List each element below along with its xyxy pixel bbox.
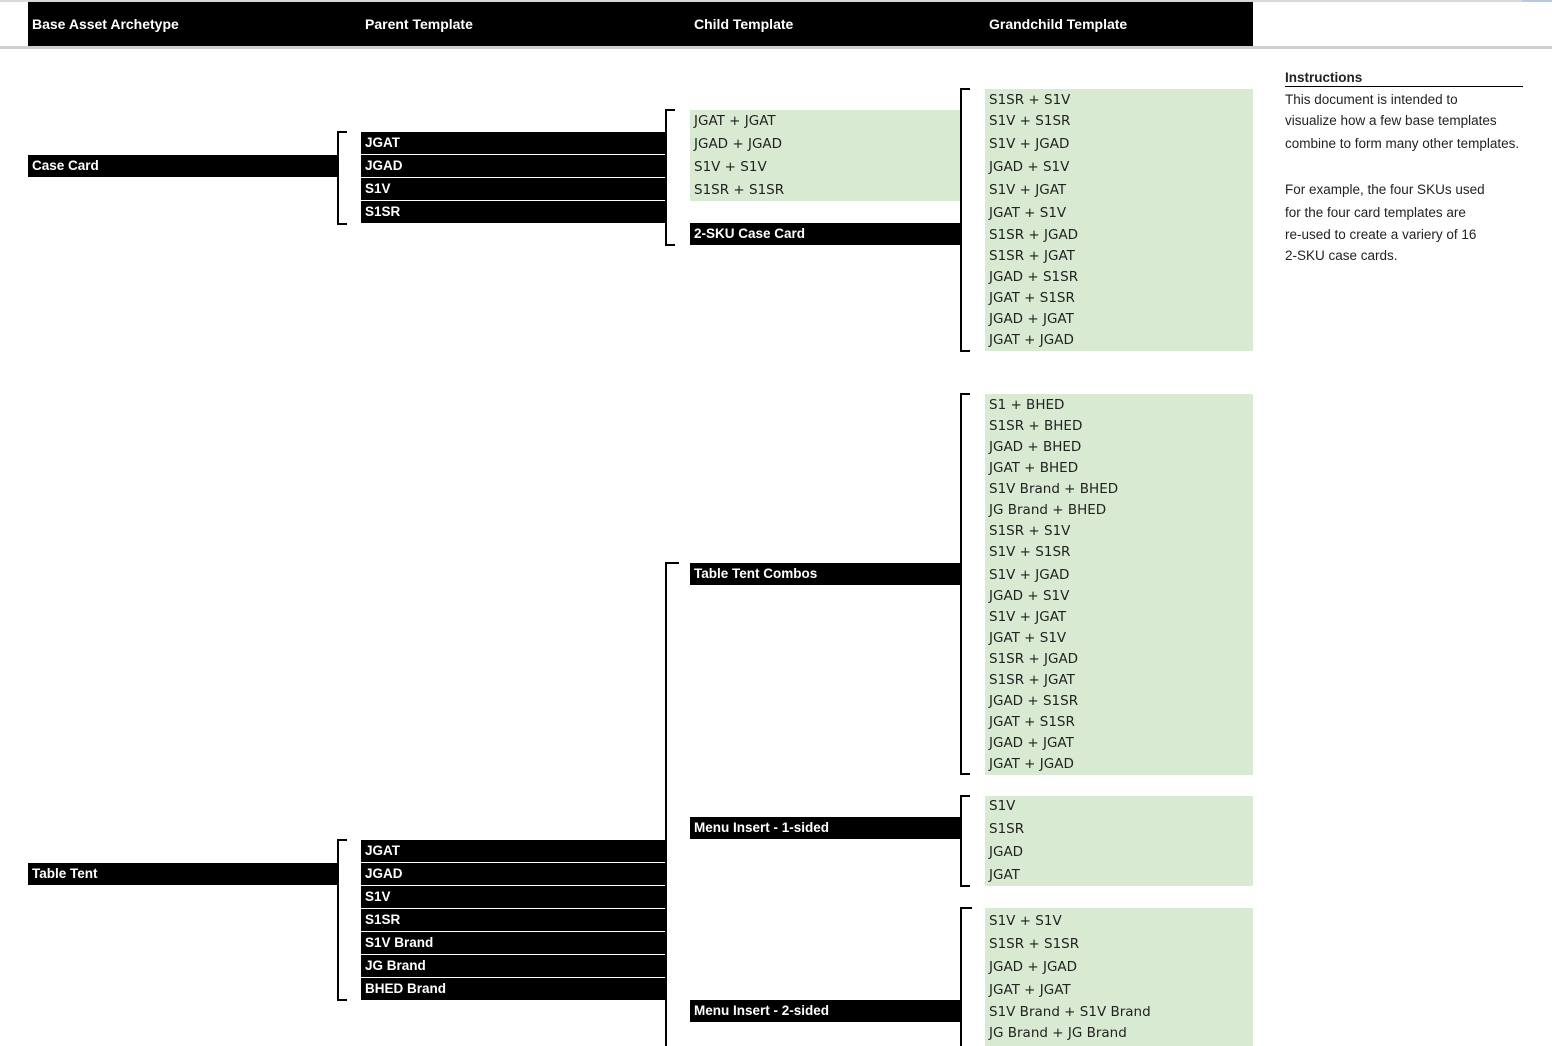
- table-tent-combo: S1V + S1SR: [989, 544, 1071, 560]
- instructions-line: 2-SKU case cards.: [1285, 248, 1398, 263]
- table-tent-child-connector-top: [665, 562, 679, 564]
- menu-insert-2-sided-item: S1SR + S1SR: [989, 936, 1080, 952]
- table-tent-combo: JGAD + S1SR: [989, 693, 1079, 709]
- instructions-line: visualize how a few base templates: [1285, 113, 1497, 128]
- case-card-child-combo: JGAD + JGAD: [694, 136, 783, 152]
- case-card-grandchild: S1V + JGAT: [989, 182, 1067, 198]
- case-card-child-combo: JGAT + JGAT: [694, 113, 776, 129]
- case-card-child-combo: S1SR + S1SR: [694, 182, 785, 198]
- table-tent-combo: S1SR + BHED: [989, 418, 1083, 434]
- menu-insert-2-sided-item: S1V + S1V: [989, 913, 1062, 929]
- instructions-line: This document is intended to: [1285, 92, 1458, 107]
- case-card-grandchild: S1SR + JGAT: [989, 248, 1075, 264]
- table-tent-combo: JGAT + S1SR: [989, 714, 1075, 730]
- table-tent-combo: S1V Brand + BHED: [989, 481, 1119, 497]
- case-card-grandchild: JGAT + JGAD: [989, 332, 1074, 348]
- menu-insert-2-sided-item: S1V Brand + S1V Brand: [989, 1004, 1151, 1020]
- menu-insert-1-sided-box: [985, 796, 1253, 886]
- table-tent-combo: JGAD + JGAT: [989, 735, 1074, 751]
- menu-insert-1-sided-item: S1SR: [989, 821, 1025, 837]
- archetype-case-card[interactable]: Case Card: [28, 155, 338, 177]
- table-tent-parent-jg-brand[interactable]: JG Brand: [361, 955, 666, 977]
- case-card-grandchild: S1SR + JGAD: [989, 227, 1079, 243]
- table-tent-combo: JGAT + BHED: [989, 460, 1079, 476]
- menu-insert-1-sided-bracket: [960, 795, 970, 887]
- case-card-parent-jgad[interactable]: JGAD: [361, 155, 666, 177]
- case-card-grandchild: JGAD + JGAT: [989, 311, 1074, 327]
- header-divider: [0, 46, 1552, 49]
- child-menu-insert-1-sided[interactable]: Menu Insert - 1-sided: [690, 817, 962, 839]
- table-tent-combo: JG Brand + BHED: [989, 502, 1107, 518]
- case-card-grandchild: JGAT + S1V: [989, 205, 1067, 221]
- instructions-line: re-used to create a variery of 16: [1285, 227, 1477, 242]
- table-tent-parent-s1v-brand[interactable]: S1V Brand: [361, 932, 666, 954]
- table-tent-combo: S1V + JGAD: [989, 567, 1070, 583]
- instructions-line: for the four card templates are: [1285, 205, 1466, 220]
- table-tent-combo: S1SR + JGAD: [989, 651, 1079, 667]
- table-tent-parent-jgat[interactable]: JGAT: [361, 840, 666, 862]
- menu-insert-2-sided-item: JGAT + JGAT: [989, 982, 1071, 998]
- table-tent-combos-bracket: [960, 393, 970, 775]
- child-2-sku-case-card[interactable]: 2-SKU Case Card: [690, 223, 962, 245]
- archetype-table-tent[interactable]: Table Tent: [28, 863, 338, 885]
- child-menu-insert-2-sided[interactable]: Menu Insert - 2-sided: [690, 1000, 962, 1022]
- header-child-template: Child Template: [694, 16, 794, 32]
- case-card-grandchild: JGAD + S1V: [989, 159, 1070, 175]
- case-card-parent-s1sr[interactable]: S1SR: [361, 201, 666, 223]
- table-tent-combo: JGAT + S1V: [989, 630, 1067, 646]
- case-card-grandchild-bracket: [960, 88, 970, 352]
- table-tent-combo: S1SR + S1V: [989, 523, 1071, 539]
- case-card-grandchild: S1V + S1SR: [989, 113, 1071, 129]
- header-grandchild-template: Grandchild Template: [989, 16, 1128, 32]
- table-tent-combo: JGAT + JGAD: [989, 756, 1074, 772]
- header-base-asset-archetype: Base Asset Archetype: [32, 16, 179, 32]
- column-header-bar: [28, 2, 1253, 46]
- case-card-grandchild: S1SR + S1V: [989, 92, 1071, 108]
- menu-insert-2-sided-bracket-top: [960, 907, 972, 909]
- table-tent-combo: JGAD + S1V: [989, 588, 1070, 604]
- menu-insert-1-sided-item: JGAT: [989, 867, 1020, 883]
- case-card-parent-jgat[interactable]: JGAT: [361, 132, 666, 154]
- table-tent-child-connector: [665, 562, 667, 1046]
- instructions-title: Instructions: [1285, 70, 1523, 87]
- case-card-child-combo: S1V + S1V: [694, 159, 767, 175]
- table-tent-parent-s1v[interactable]: S1V: [361, 886, 666, 908]
- table-tent-parent-jgad[interactable]: JGAD: [361, 863, 666, 885]
- child-table-tent-combos[interactable]: Table Tent Combos: [690, 563, 962, 585]
- table-tent-combo: S1 + BHED: [989, 397, 1065, 413]
- table-tent-parent-bracket: [337, 839, 347, 1001]
- case-card-grandchild: S1V + JGAD: [989, 136, 1070, 152]
- table-tent-combo: S1V + JGAT: [989, 609, 1067, 625]
- table-tent-parent-bhed-brand[interactable]: BHED Brand: [361, 978, 666, 1000]
- instructions-line: For example, the four SKUs used: [1285, 182, 1485, 197]
- instructions-line: combine to form many other templates.: [1285, 136, 1520, 151]
- table-tent-combo: JGAD + BHED: [989, 439, 1082, 455]
- case-card-child-bracket: [665, 109, 675, 246]
- header-parent-template: Parent Template: [365, 16, 473, 32]
- menu-insert-2-sided-item: JG Brand + JG Brand: [989, 1025, 1127, 1041]
- case-card-grandchild: JGAT + S1SR: [989, 290, 1075, 306]
- menu-insert-2-sided-bracket: [960, 907, 962, 1046]
- selection-corner: [1522, 0, 1552, 2]
- table-tent-combo: S1SR + JGAT: [989, 672, 1075, 688]
- table-tent-parent-s1sr[interactable]: S1SR: [361, 909, 666, 931]
- menu-insert-1-sided-item: S1V: [989, 798, 1016, 814]
- case-card-parent-bracket: [337, 131, 347, 225]
- case-card-grandchild: JGAD + S1SR: [989, 269, 1079, 285]
- menu-insert-2-sided-item: JGAD + JGAD: [989, 959, 1078, 975]
- case-card-parent-s1v[interactable]: S1V: [361, 178, 666, 200]
- menu-insert-1-sided-item: JGAD: [989, 844, 1024, 860]
